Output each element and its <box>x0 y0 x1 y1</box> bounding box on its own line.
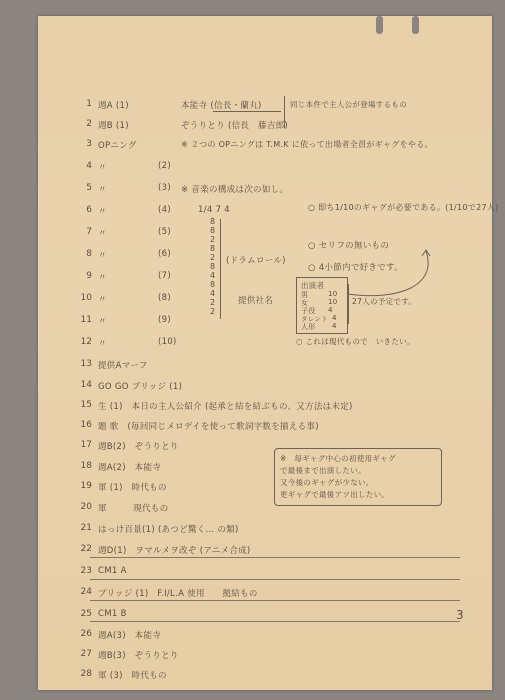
count-value: 2 <box>210 298 216 307</box>
remark-line: ※ 毎ギャグ中心の初使用ギャグ <box>280 454 396 463</box>
row-8-label: 〃 <box>98 251 107 261</box>
cast-count: 4 <box>332 314 337 322</box>
note-b: ○ セリフの無いもの <box>308 241 390 251</box>
row-23-label: CM1 A <box>98 566 127 576</box>
cast-role: 子役 <box>301 307 316 315</box>
underline <box>213 111 281 112</box>
row-number: 3 <box>86 139 92 149</box>
row-19-label: 軍 (1) 時代もの <box>98 483 167 493</box>
remark-line: で最後まで出演したい。 <box>280 466 366 475</box>
page-number: 3 <box>456 608 464 622</box>
cast-footer: ○ これは現代もので いきたい。 <box>296 337 415 346</box>
row-number: 15 <box>80 400 92 410</box>
row-number: 18 <box>80 461 92 471</box>
count-value: 4 <box>210 289 216 298</box>
drum-roll: (ドラムロール) <box>226 256 286 266</box>
row-number: 14 <box>80 380 92 390</box>
count-value: 2 <box>210 307 216 316</box>
remark-line: 更ギャグで最後アツ出したい。 <box>280 490 390 499</box>
count-value: 8 <box>210 217 216 226</box>
row-12-label: 〃 <box>98 339 107 349</box>
opening-num: (7) <box>158 271 171 281</box>
cast-count: 4 <box>328 306 333 314</box>
row-number: 23 <box>80 566 92 576</box>
row-number: 26 <box>80 629 92 639</box>
row-21-label: はっけ百景(1) (あつど驚く… の類) <box>98 525 239 535</box>
count-value: 2 <box>210 235 216 244</box>
row-number: 10 <box>80 293 92 303</box>
row-3-label: OPニング <box>98 141 137 151</box>
row-18-label: 週A(2) 本能寺 <box>98 463 162 473</box>
opening-num: (3) <box>158 183 171 193</box>
row-20-label: 軍 現代もの <box>98 504 169 514</box>
cast-role: 男 <box>301 291 309 299</box>
cast-role: 女 <box>301 299 309 307</box>
row-9-label: 〃 <box>98 273 107 283</box>
count-value: 8 <box>210 262 216 271</box>
row-number: 12 <box>80 337 92 347</box>
note-a: ○ 即ち1/10のギャグが必要である。(1/10で27人) <box>308 203 499 212</box>
opening-num: (6) <box>158 249 171 259</box>
row-14-label: GO GO ブリッジ (1) <box>98 382 183 392</box>
row-number: 20 <box>80 502 92 512</box>
row-4-label: 〃 <box>98 163 107 173</box>
row-27-label: 週B(3) ぞうりとり <box>98 651 179 661</box>
opening-num: (10) <box>158 337 177 347</box>
row-number: 6 <box>86 205 92 215</box>
row-11-label: 〃 <box>98 317 107 327</box>
row-number: 25 <box>80 609 92 619</box>
rule-line <box>90 579 460 580</box>
count-value: 8 <box>210 280 216 289</box>
count-value: 4 <box>210 271 216 280</box>
rule-line <box>90 621 460 622</box>
row-number: 28 <box>80 669 92 679</box>
row-number: 1 <box>86 99 92 109</box>
opening-num: (4) <box>158 205 171 215</box>
opening-num: (8) <box>158 293 171 303</box>
row3-detail: ※ ２つの OPニングは T.M.K に依って出場者全員がギャグをやる。 <box>181 140 433 149</box>
row-number: 2 <box>86 119 92 129</box>
row-15-label: 生 (1) 本日の主人公紹介 (起承と結を結ぶもの、又方法は未定) <box>98 402 353 412</box>
rule-line <box>90 557 460 558</box>
cast-count: 4 <box>332 322 337 330</box>
row1-note: 同じ本件で主人公が登場するもの <box>290 100 407 109</box>
rule-line <box>90 600 460 601</box>
row-number: 21 <box>80 523 92 533</box>
row-2-label: 週B (1) <box>98 121 129 131</box>
row-22-label: 週D(1) ヲマルメヲ改ぞ (アニメ合成) <box>98 546 251 556</box>
count-value: 2 <box>210 253 216 262</box>
bracket <box>220 219 221 319</box>
row-7-label: 〃 <box>98 229 107 239</box>
row-16-label: 題 歌 (毎回同じメロデイを使って歌詞字数を揃える事) <box>98 422 319 432</box>
cast-count: 10 <box>328 290 338 298</box>
row-number: 16 <box>80 420 92 430</box>
row-5-label: 〃 <box>98 185 107 195</box>
count-value: 8 <box>210 226 216 235</box>
row-number: 4 <box>86 161 92 171</box>
row-24-label: ブリッジ (1) F.I/L.A 使用 拠結もの <box>98 589 258 599</box>
row5-detail: ※ 音楽の構成は次の如し。 <box>181 185 289 195</box>
opening-num: (2) <box>158 161 171 171</box>
cast-total: 27人の予定です。 <box>352 297 417 306</box>
row-26-label: 週A(3) 本能寺 <box>98 631 162 641</box>
row-number: 9 <box>86 271 92 281</box>
row-number: 8 <box>86 249 92 259</box>
row-number: 11 <box>80 315 92 325</box>
opening-num: (9) <box>158 315 171 325</box>
row-number: 17 <box>80 440 92 450</box>
row-number: 24 <box>80 587 92 597</box>
note-c: ○ 4小節内で好きです。 <box>308 263 403 273</box>
remark-line: 又今後のギャグが少ない。 <box>280 478 374 487</box>
cast-role: 人形 <box>301 323 316 331</box>
row-6-label: 〃 <box>98 207 107 217</box>
cast-role: タレント <box>301 315 329 323</box>
opening-num: (5) <box>158 227 171 237</box>
binder-hole <box>376 16 383 34</box>
provider-name: 提供社名 <box>238 296 274 306</box>
row-number: 19 <box>80 481 92 491</box>
row-number: 13 <box>80 359 92 369</box>
row-number: 27 <box>80 649 92 659</box>
row1-detail: 本能寺 (信長・蘭丸) <box>181 101 262 111</box>
paper-sheet <box>38 16 499 690</box>
row-17-label: 週B(2) ぞうりとり <box>98 442 179 452</box>
row-25-label: CM1 B <box>98 609 127 619</box>
row-number: 5 <box>86 183 92 193</box>
row2-detail: ぞうりとり (信長 藤吉郎) <box>181 121 289 131</box>
row-1-label: 週A (1) <box>98 101 129 111</box>
row-28-label: 軍 (3) 時代もの <box>98 671 167 681</box>
cast-title: 出演者 <box>301 281 325 290</box>
row-13-label: 提供Aマーフ <box>98 361 148 371</box>
row-number: 22 <box>80 544 92 554</box>
binder-hole <box>412 16 419 34</box>
row-10-label: 〃 <box>98 295 107 305</box>
arrow <box>338 246 448 306</box>
cast-count: 10 <box>328 298 338 306</box>
count-value: 8 <box>210 244 216 253</box>
count-label: 1/4 7 4 <box>198 205 230 215</box>
row-number: 7 <box>86 227 92 237</box>
